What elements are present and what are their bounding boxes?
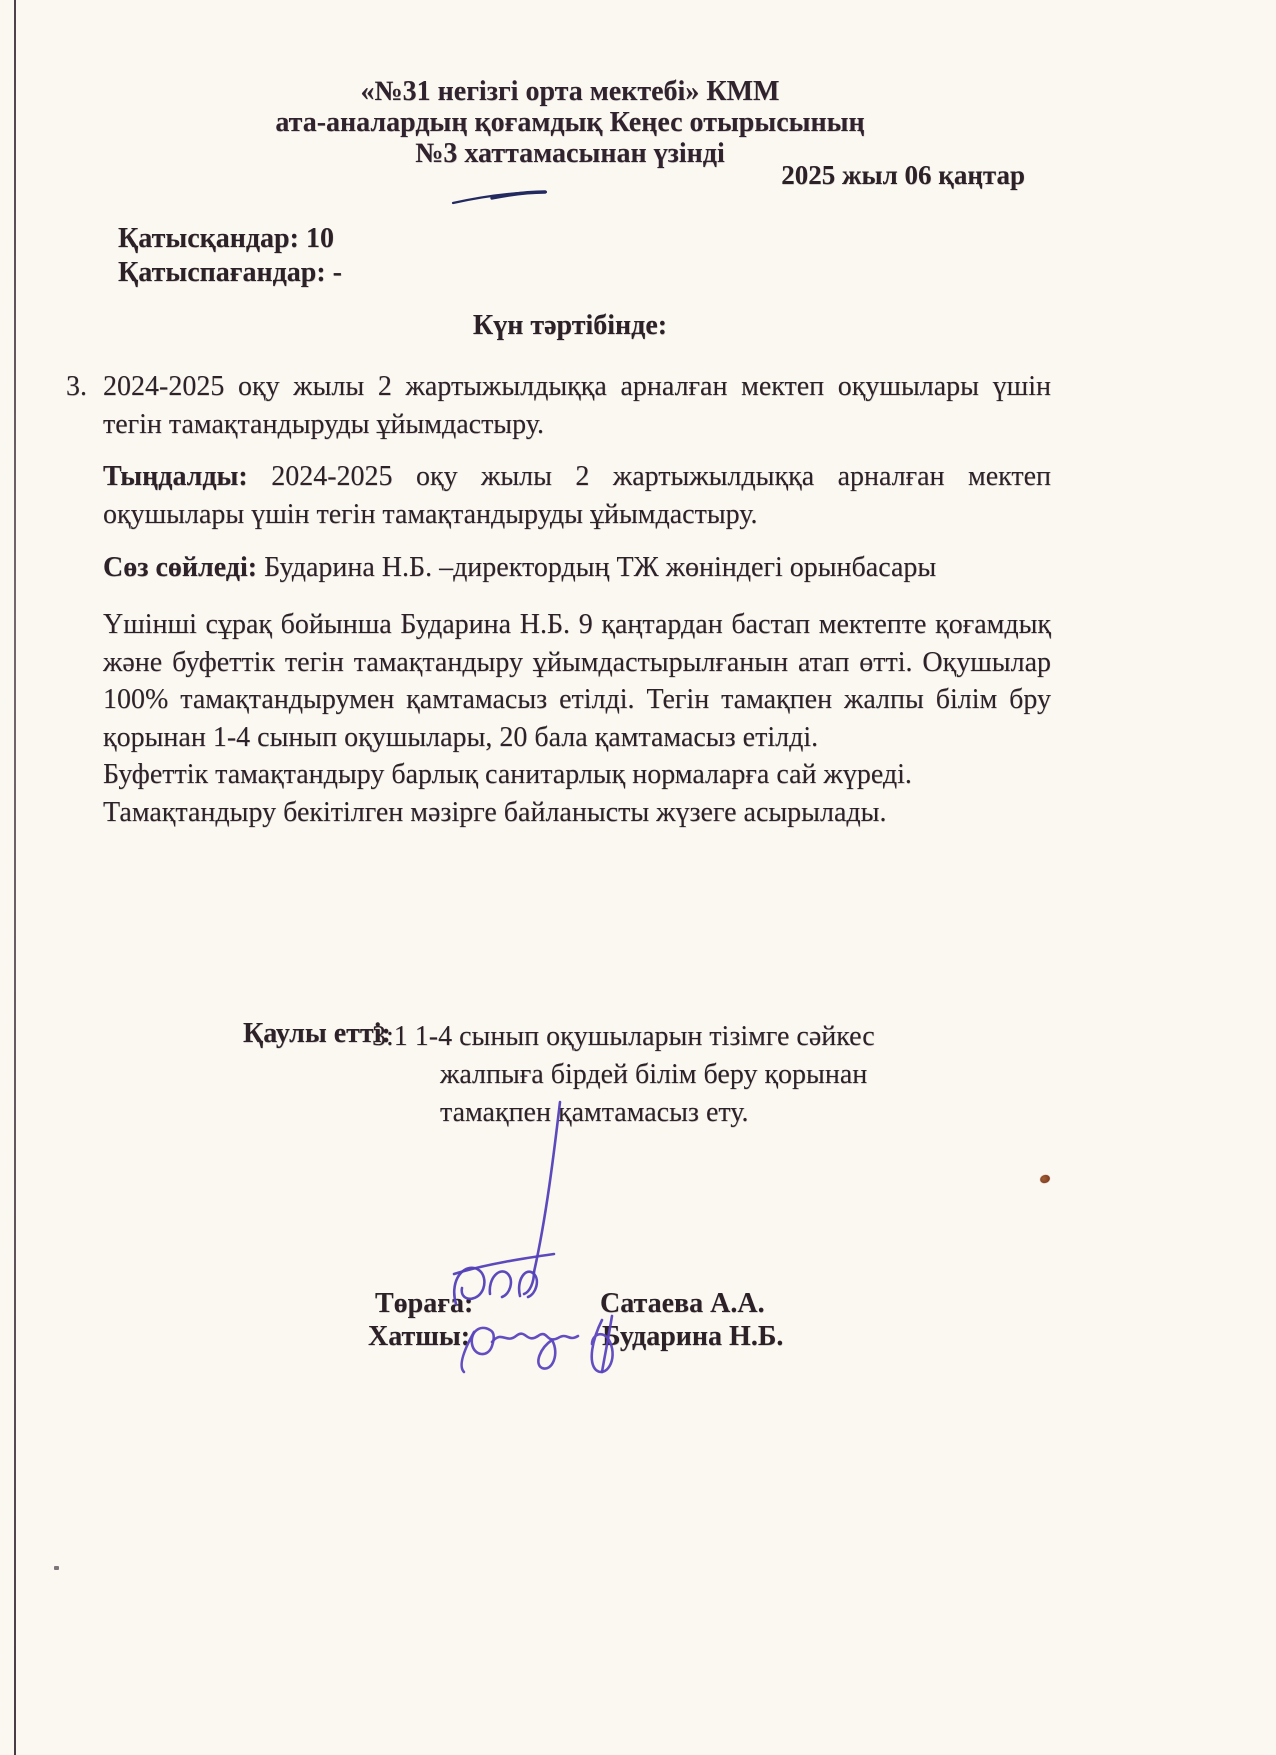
speaker-paragraph (103, 549, 1051, 587)
agenda-item-number: 3. (66, 371, 87, 402)
resolution-line-2: жалпыға бірдей білім беру қорынан (440, 1059, 868, 1090)
document-date: 2025 жыл 06 қаңтар (781, 160, 1025, 190)
resolution-line-3: тамақпен қамтамасыз ету. (440, 1097, 749, 1128)
discussion-paragraph-1: Үшінші сұрақ бойынша Бударина Н.Б. 9 қаңтардан бастап мектепте қоғамдық және буфеттік тегін тамақтандыру ұйымдастырылғанын атап өтті. Оқушылар 100% тамақтандырумен қамтамасыз етілді. Тегін тамақпен жалпы білім бру қорынан 1-4 сынып оқушылары, 20 бала қамтамасыз етілді. (103, 609, 1051, 753)
scan-speck (54, 1566, 59, 1570)
resolution-line-1: 3:1 1-4 сынып оқушыларын тізімге сәйкес (372, 1021, 875, 1052)
resolution-label: Қаулы етті: (243, 1018, 391, 1049)
agenda-item-text: 2024-2025 оқу жылы 2 жартыжылдыққа арналған мектеп оқушылары үшін тегін тамақтандыруды ұйымдастыру. (103, 371, 1051, 440)
chair-signature-scribble (454, 1102, 560, 1304)
speaker-text: Бударина Н.Б. –директордың ТЖ жөніндегі орынбасары (264, 552, 937, 583)
scan-edge-line (14, 0, 16, 1755)
title-line-2: ата-аналардың қоғамдық Кеңес отырысының (275, 107, 865, 138)
chair-label: Төраға: (375, 1288, 474, 1319)
secretary-name: Бударина Н.Б. (602, 1321, 784, 1352)
document-title (0, 76, 1140, 169)
handwritten-signatures (430, 1092, 690, 1382)
attendance-block (118, 222, 342, 290)
speaker-label: Сөз сөйледі: (103, 552, 258, 583)
present-count-line: Қатысқандар: 10 (118, 223, 334, 254)
discussion-paragraph-3: Тамақтандыру бекітілген мәзірге байланысты жүзеге асырылады. (103, 796, 887, 828)
absent-count-line: Қатыспағандар: - (118, 257, 342, 288)
heard-label: Тыңдалды: (103, 461, 248, 492)
stain-dot (1039, 1174, 1051, 1185)
heard-text: 2024-2025 оқу жылы 2 жартыжылдыққа арналған мектеп оқушылары үшін тегін тамақтандыруды ұйымдастыру. (103, 461, 1052, 530)
agenda-heading: Күн тәртібінде: (472, 310, 668, 341)
agenda-item-3 (66, 368, 1051, 443)
secretary-label: Хатшы: (368, 1321, 471, 1352)
title-line-3: №3 хаттамасынан үзінді (415, 138, 725, 169)
heard-paragraph (103, 458, 1051, 533)
chair-name: Сатаева А.А. (600, 1288, 765, 1319)
discussion-block (103, 606, 1051, 831)
discussion-paragraph-2: Буфеттік тамақтандыру барлық санитарлық нормаларға сай жүреді. (103, 759, 912, 790)
pen-dash-mark (450, 188, 550, 208)
secretary-signature-scribble (462, 1316, 613, 1372)
title-line-1: «№31 негізгі орта мектебі» КММ (360, 76, 780, 107)
